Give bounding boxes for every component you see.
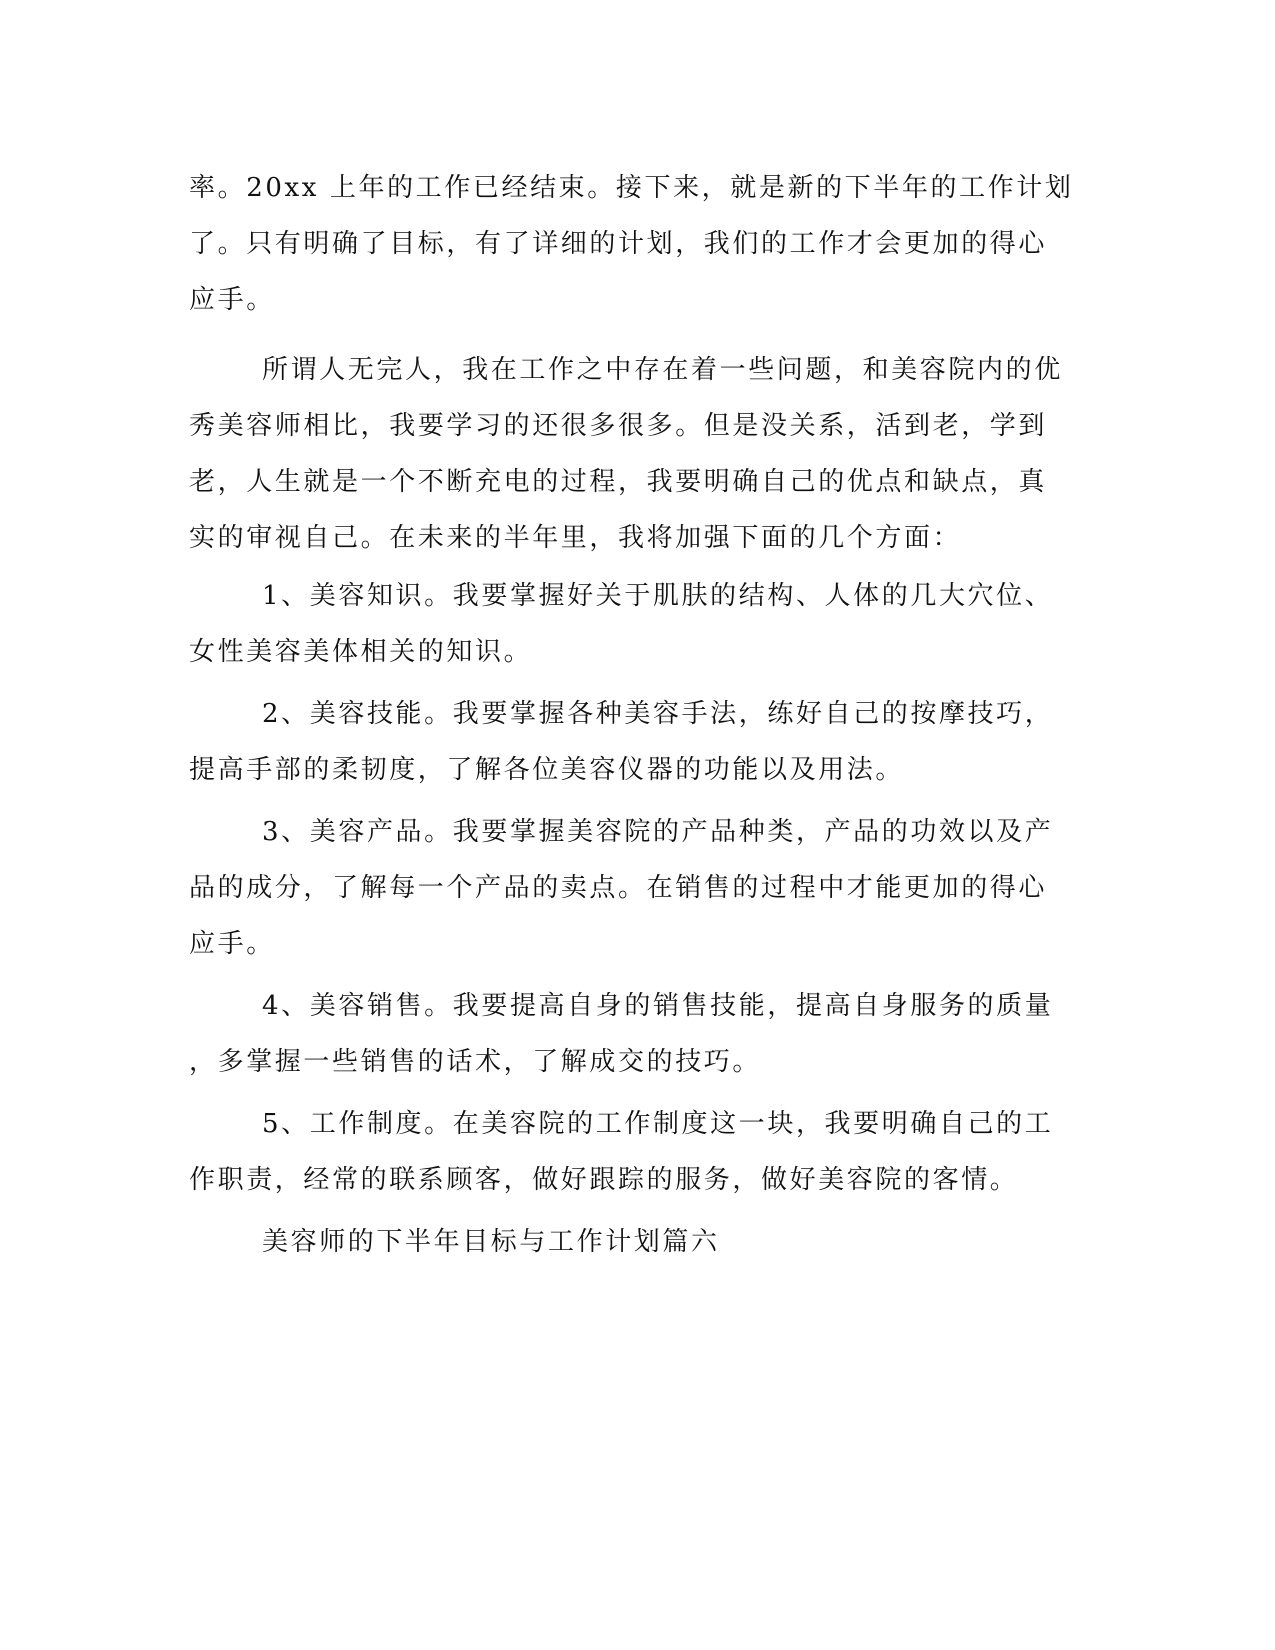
text-line: 实的审视自己。在未来的半年里，我将加强下面的几个方面： xyxy=(189,523,962,553)
text-line: 了。只有明确了目标，有了详细的计划，我们的工作才会更加的得心 xyxy=(189,229,1048,259)
list-item-text: 4、美容销售。我要提高自身的销售技能，提高自身服务的质量 xyxy=(262,991,1054,1021)
text-line: 应手。 xyxy=(189,929,275,959)
section-heading: 美容师的下半年目标与工作计划篇六 xyxy=(262,1227,720,1257)
text-line: 提高手部的柔韧度，了解各位美容仪器的功能以及用法。 xyxy=(189,755,905,785)
list-item-text: 2、美容技能。我要掌握各种美容手法，练好自己的按摩技巧， xyxy=(262,699,1054,729)
list-item-text: 1、美容知识。我要掌握好关于肌肤的结构、人体的几大穴位、 xyxy=(262,581,1054,611)
text-line: 所谓人无完人，我在工作之中存在着一些问题，和美容院内的优 xyxy=(262,355,1063,385)
list-item-text: 3、美容产品。我要掌握美容院的产品种类，产品的功效以及产 xyxy=(262,817,1054,847)
text-line: ，多掌握一些销售的话术，了解成交的技巧。 xyxy=(189,1047,762,1077)
text-line: 应手。 xyxy=(189,285,275,315)
text-line: 品的成分，了解每一个产品的卖点。在销售的过程中才能更加的得心 xyxy=(189,873,1048,903)
text-line: 女性美容美体相关的知识。 xyxy=(189,637,533,667)
list-item-text: 5、工作制度。在美容院的工作制度这一块，我要明确自己的工 xyxy=(262,1109,1054,1139)
text-line: 老，人生就是一个不断充电的过程，我要明确自己的优点和缺点，真 xyxy=(189,467,1048,497)
text-line: 秀美容师相比，我要学习的还很多很多。但是没关系，活到老，学到 xyxy=(189,411,1048,441)
text-line: 率。20xx 上年的工作已经结束。接下来，就是新的下半年的工作计划 xyxy=(189,173,1074,203)
text-line: 作职责，经常的联系顾客，做好跟踪的服务，做好美容院的客情。 xyxy=(189,1165,1019,1195)
